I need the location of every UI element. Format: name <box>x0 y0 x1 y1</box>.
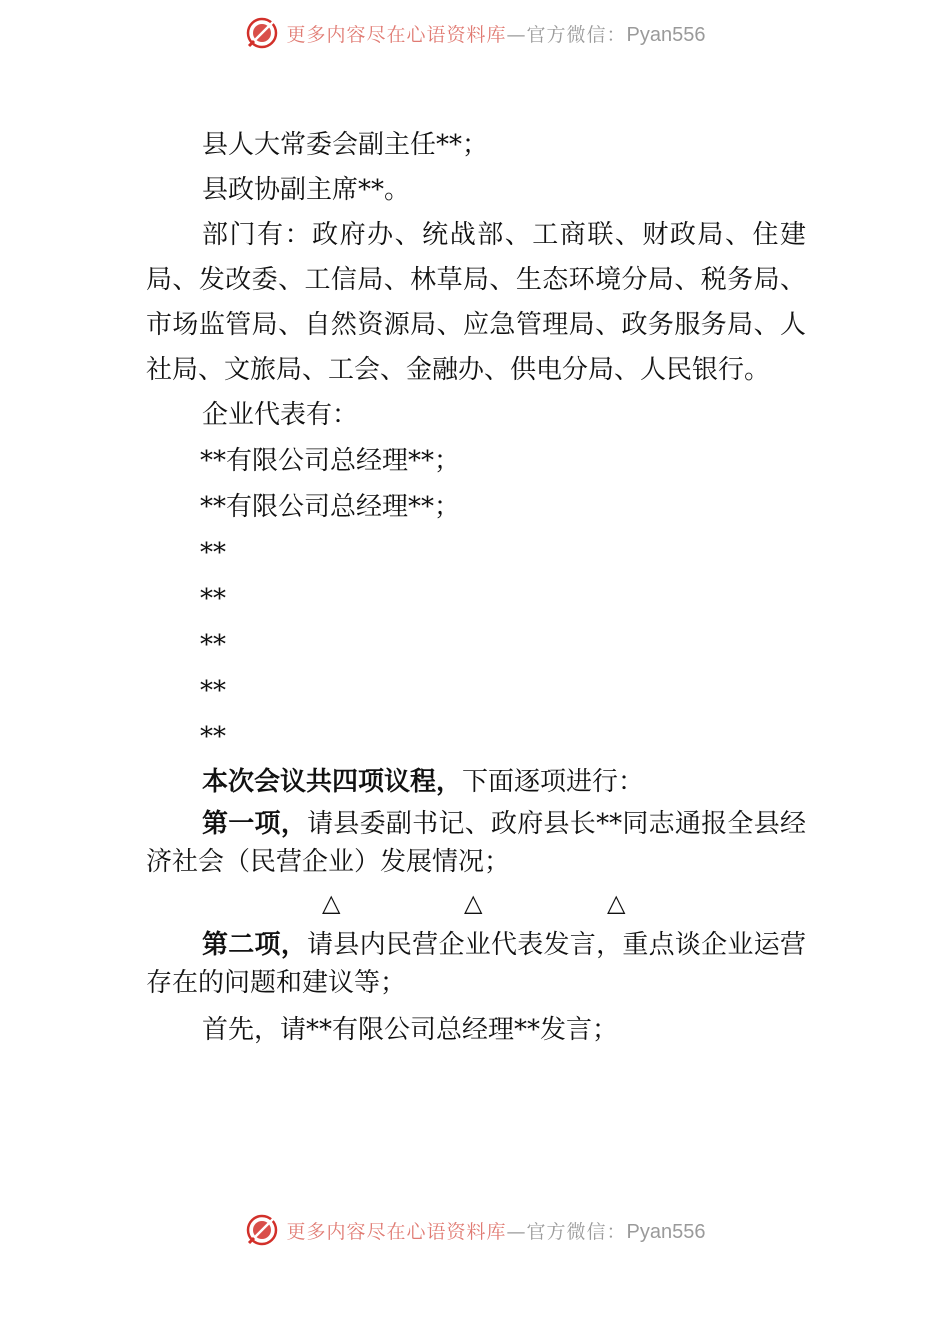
paragraph: 企业代表有： <box>202 400 359 430</box>
paragraph: 首先，请**有限公司总经理**发言； <box>202 1015 619 1045</box>
placeholder-line: ** <box>200 676 226 706</box>
agenda-item-2-label: 第二项， <box>202 930 308 960</box>
agenda-item-2-text: 请县内民营企业代表发言，重点谈企业运营存在的问题和建议等； <box>146 930 806 998</box>
triangle-icon: △ <box>607 889 626 917</box>
agenda-item-1 <box>146 805 806 881</box>
paragraph: 县政协副主席**。 <box>202 175 411 205</box>
agenda-item-2 <box>146 926 806 1002</box>
watermark-header <box>0 16 950 50</box>
watermark-title: 更多内容尽在心语资料库 <box>286 23 507 46</box>
document-body <box>146 123 806 1053</box>
watermark-wechat-id: Pyan556 <box>626 23 706 46</box>
watermark-dash: — <box>506 23 527 46</box>
watermark-text <box>287 20 706 47</box>
watermark-wechat-label: 官方微信： <box>526 1220 627 1243</box>
watermark-wechat-label: 官方微信： <box>526 23 627 46</box>
watermark-title: 更多内容尽在心语资料库 <box>286 1220 507 1243</box>
pen-logo-icon <box>245 1213 279 1247</box>
placeholder-line: ** <box>200 584 226 614</box>
agenda-intro-bold: 本次会议共四项议程， <box>202 767 463 797</box>
placeholder-line: ** <box>200 722 226 752</box>
agenda-item-1-text: 请县委副书记、政府县长**同志通报全县经济社会（民营企业）发展情况； <box>146 809 806 877</box>
pen-logo-icon <box>245 16 279 50</box>
enterprise-line: **有限公司总经理**； <box>200 446 461 476</box>
agenda-intro-rest: 下面逐项进行： <box>462 767 645 797</box>
watermark-wechat-id: Pyan556 <box>626 1220 706 1243</box>
watermark-footer <box>0 1213 950 1247</box>
paragraph: 县人大常委会副主任**； <box>202 130 489 160</box>
departments-paragraph: 部门有：政府办、统战部、工商联、财政局、住建局、发改委、工信局、林草局、生态环境分局、税务局、市场监管局、自然资源局、应急管理局、政务服务局、人社局、文旅局、工会、金融办、供电分局、人民银行。 <box>146 220 806 385</box>
triangle-icon: △ <box>464 889 483 917</box>
watermark-text <box>287 1217 706 1244</box>
triangle-icon: △ <box>322 889 341 917</box>
enterprise-line: **有限公司总经理**； <box>200 492 461 522</box>
watermark-dash: — <box>506 1220 527 1243</box>
agenda-item-1-label: 第一项， <box>202 809 308 839</box>
placeholder-line: ** <box>200 630 226 660</box>
triangle-separator <box>146 881 806 926</box>
placeholder-line: ** <box>200 538 226 568</box>
agenda-intro <box>146 760 806 805</box>
